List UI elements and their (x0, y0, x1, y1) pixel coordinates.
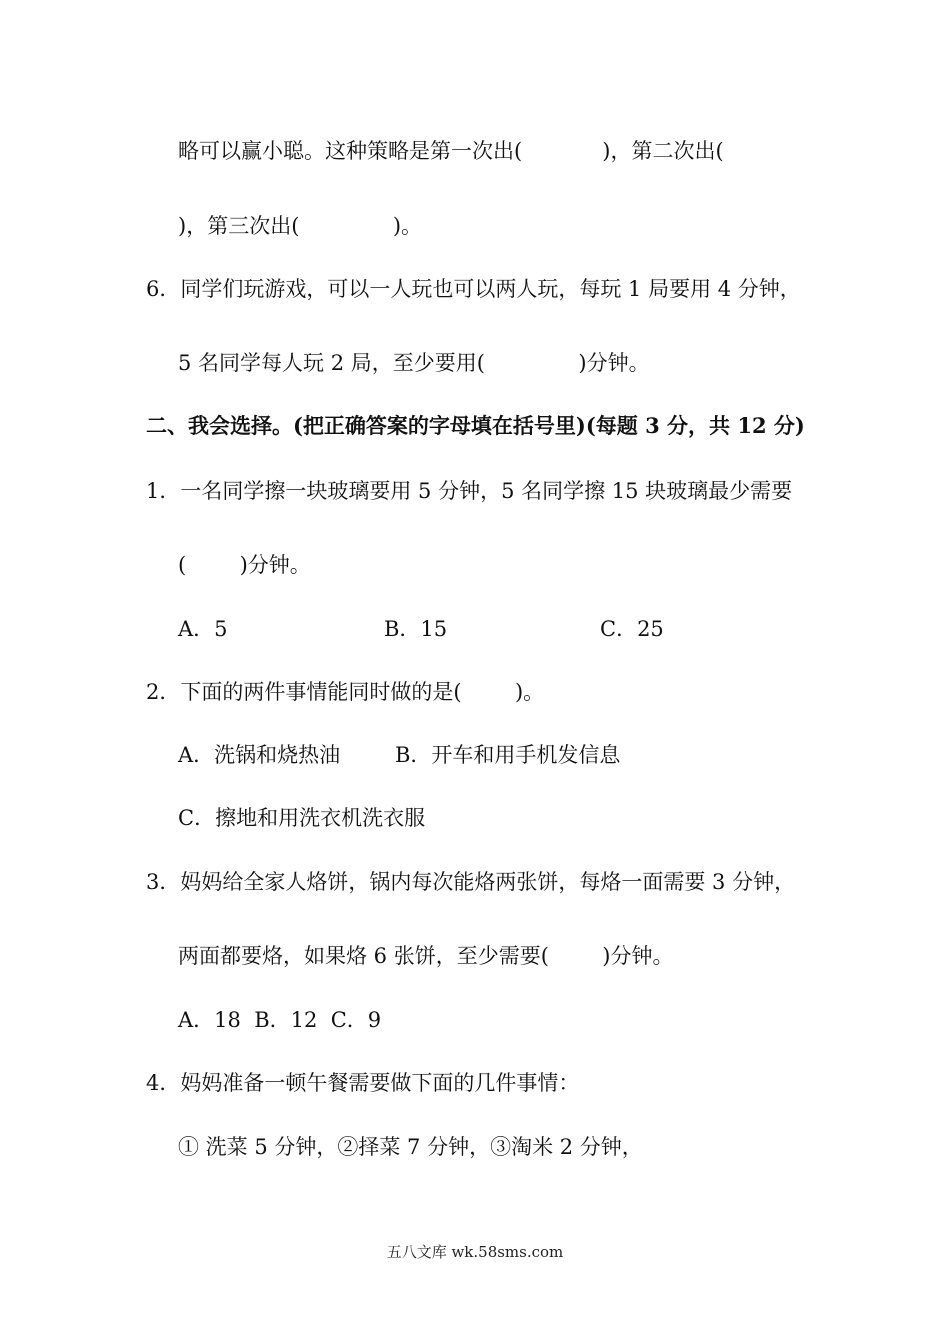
section-2-heading: 二、我会选择。(把正确答案的字母填在括号里)(每题 3 分，共 12 分) (146, 413, 805, 438)
question-6: 6．同学们玩游戏，可以一人玩也可以两人玩，每玩 1 局要用 4 分钟， (146, 277, 801, 301)
option-1-c: C．25 (600, 617, 664, 641)
choice-question-2: 2．下面的两件事情能同时做的是( )。 (146, 680, 545, 704)
choice-question-3: 3．妈妈给全家人烙饼，锅内每次能烙两张饼，每烙一面需要 3 分钟， (146, 870, 796, 894)
option-2-c: C．擦地和用洗衣机洗衣服 (178, 806, 426, 830)
text-line-strategy: 略可以赢小聪。这种策略是第一次出( )，第二次出( (178, 139, 724, 163)
question-6-cont: 5 名同学每人玩 2 局，至少要用( )分钟。 (178, 351, 650, 375)
choice-question-1: 1．一名同学擦一块玻璃要用 5 分钟，5 名同学擦 15 块玻璃最少需要 (146, 479, 793, 503)
option-2-b: B．开车和用手机发信息 (395, 743, 621, 767)
text-line-third-move: )，第三次出( )。 (178, 214, 423, 238)
option-1-a: A．5 (178, 617, 228, 641)
footer-watermark: 五八文库 wk.58sms.com (386, 1243, 564, 1261)
choice-question-4-items: ① 洗菜 5 分钟，②择菜 7 分钟，③淘米 2 分钟， (178, 1135, 643, 1159)
choice-question-3-cont: 两面都要烙，如果烙 6 张饼，至少需要( )分钟。 (178, 944, 674, 968)
options-3: A．18 B．12 C．9 (178, 1008, 382, 1032)
option-2-a: A．洗锅和烧热油 (178, 743, 341, 767)
option-1-b: B．15 (384, 617, 448, 641)
choice-question-4: 4．妈妈准备一顿午餐需要做下面的几件事情： (146, 1071, 580, 1095)
choice-question-1-cont: ( )分钟。 (178, 553, 311, 577)
